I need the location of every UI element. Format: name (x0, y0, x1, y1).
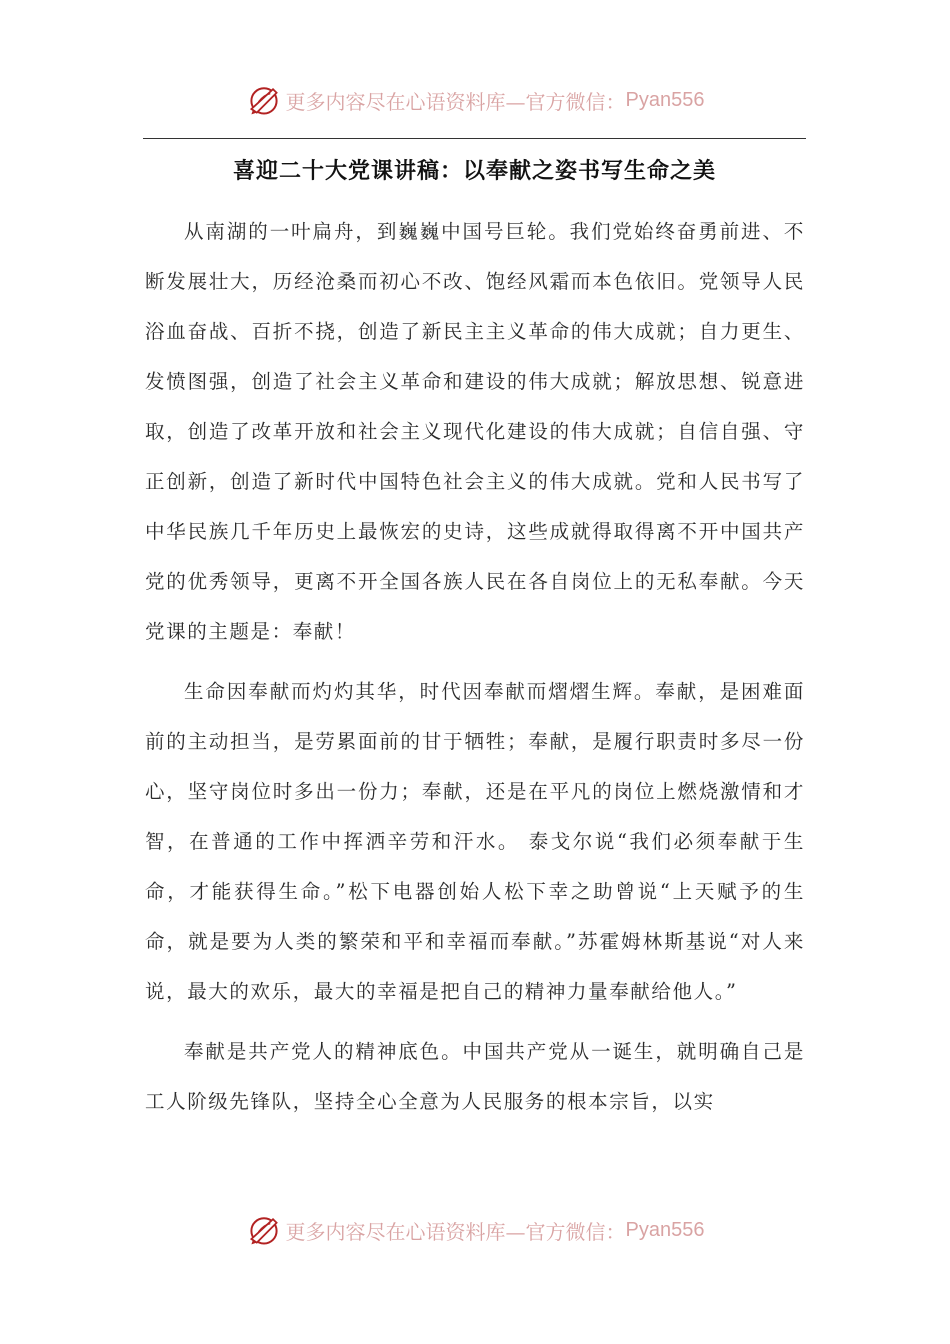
header-divider (143, 138, 806, 139)
pen-logo-icon (246, 82, 282, 118)
paragraph-2: 生命因奉献而灼灼其华，时代因奉献而熠熠生辉。奉献，是困难面前的主动担当，是劳累面前的甘于牺牲；奉献，是履行职责时多尽一份心，坚守岗位时多出一份力；奉献，还是在平凡的岗位上燃烧激情和才智，在普通的工作中挥洒辛劳和汗水。 泰戈尔说“我们必须奉献于生命，才能获得生命。”松下电器创始人松下幸之助曾说“上天赋予的生命，就是要为人类的繁荣和平和幸福而奉献。”苏霍姆林斯基说“对人来说，最大的欢乐，最大的幸福是把自己的精神力量奉献给他人。” (145, 680, 805, 1003)
header-banner-text: 更多内容尽在心语资料库—官方微信： (285, 89, 626, 114)
header-banner-id: Pyan556 (625, 88, 705, 111)
paragraph-1: 从南湖的一叶扁舟，到巍巍中国号巨轮。我们党始终奋勇前进、不断发展壮大，历经沧桑而初心不改、饱经风霜而本色依旧。党领导人民浴血奋战、百折不挠，创造了新民主主义革命的伟大成就；自力更生、发愤图强，创造了社会主义革命和建设的伟大成就；解放思想、锐意进取，创造了改革开放和社会主义现代化建设的伟大成就；自信自强、守正创新，创造了新时代中国特色社会主义的伟大成就。党和人民书写了中华民族几千年历史上最恢宏的史诗，这些成就得取得离不开中国共产党的优秀领导，更离不开全国各族人民在各自岗位上的无私奉献。今天党课的主题是：奉献！ (145, 220, 805, 643)
pen-logo-icon (246, 1212, 282, 1248)
footer-banner-text: 更多内容尽在心语资料库—官方微信： (285, 1219, 626, 1244)
document-body (145, 207, 805, 1137)
paragraph-3: 奉献是共产党人的精神底色。中国共产党从一诞生，就明确自己是工人阶级先锋队，坚持全心全意为人民服务的根本宗旨，以实 (145, 1040, 805, 1113)
footer-banner (0, 1208, 950, 1252)
header-banner (0, 78, 950, 122)
document-title: 喜迎二十大党课讲稿：以奉献之姿书写生命之美 (232, 159, 716, 184)
footer-banner-id: Pyan556 (625, 1218, 705, 1241)
